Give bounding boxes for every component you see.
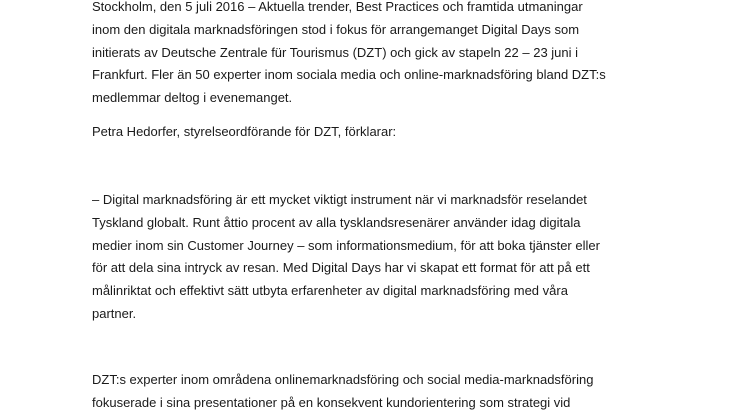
- document-page: [92, 0, 652, 419]
- text-line: fokuserade i sina presentationer på en konsekvent kundorientering som strategi vid: [92, 394, 571, 410]
- paragraph-speaker-intro: [92, 121, 652, 144]
- text-line: medier inom sin Customer Journey – som informationsmedium, för att boka tjänster eller: [92, 237, 600, 253]
- text-line: partner.: [92, 305, 137, 321]
- text-line: för att dela sina intryck av resan. Med Digital Days har vi skapat ett format för att på ett: [92, 260, 590, 276]
- paragraph-intro: [92, 0, 652, 110]
- text-line: – Digital marknadsföring är ett mycket viktigt instrument när vi marknadsför reselandet: [92, 192, 587, 207]
- text-line: Frankfurt. Fler än 50 experter inom sociala media och online-marknadsföring bland DZT:s: [92, 67, 606, 83]
- text-line: Petra Hedorfer, styrelseordförande för DZT, förklarar:: [92, 124, 397, 139]
- text-line: Stockholm, den 5 juli 2016 – Aktuella trender, Best Practices och framtida utmaningar: [92, 0, 583, 14]
- text-line: inom den digitala marknadsföringen stod i fokus för arrangemanget Digital Days som: [92, 21, 580, 37]
- text-line: medlemmar deltog i evenemanget.: [92, 90, 293, 106]
- paragraph-quote: [92, 189, 652, 326]
- text-line: Tyskland globalt. Runt åttio procent av alla tysklandsresenärer använder idag digitala: [92, 214, 581, 230]
- text-line: initierats av Deutsche Zentrale für Tourismus (DZT) och gick av stapeln 22 – 23 juni i: [92, 44, 579, 60]
- text-line: målinriktat och effektivt sätt utbyta erfarenheter av digital marknadsföring med våra: [92, 283, 568, 299]
- paragraph-experts: [92, 369, 652, 415]
- text-line: DZT:s experter inom områdena onlinemarknadsföring och social media-marknadsföring: [92, 372, 594, 387]
